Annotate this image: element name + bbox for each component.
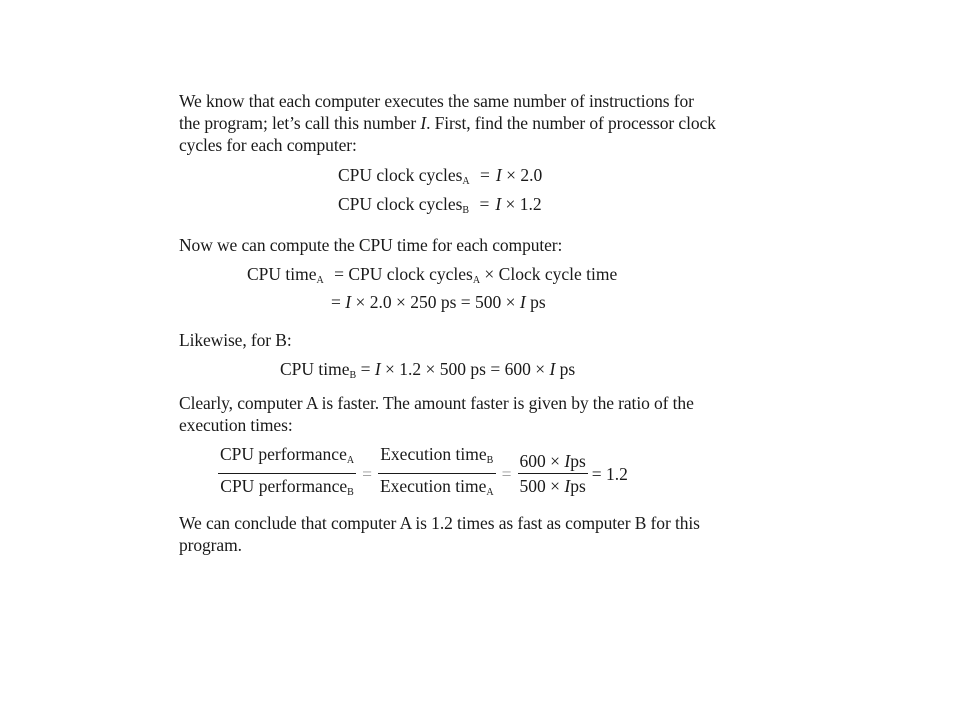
variable-i: I: [420, 113, 427, 133]
f1-num-text: CPU performance: [220, 444, 347, 464]
eq5-equals: =: [356, 359, 375, 379]
equation-cpu-time-b: [280, 358, 575, 387]
f1-den-sub: B: [347, 487, 354, 498]
intro-line-1: We know that each computer executes the same number of instructions for: [179, 91, 694, 111]
ratio-equals-1: =: [362, 463, 372, 484]
eq1-equals: =: [480, 165, 490, 185]
ratio-equals-2: =: [501, 463, 512, 484]
intro-line-3: cycles for each computer:: [179, 135, 357, 155]
f1-num-sub: A: [346, 455, 355, 466]
eq2-rhs: × 1.2: [501, 194, 542, 214]
f3-den-var: I: [564, 476, 571, 496]
eq2-lhs-sub: B: [462, 205, 470, 216]
fraction-performance-numerator: [218, 443, 356, 474]
fraction-performance: [218, 443, 356, 504]
equation-clock-cycles-b: [338, 193, 542, 222]
eq3-rhs: = CPU clock cycles: [334, 264, 473, 284]
fraction-numeric-numerator: [518, 450, 588, 474]
eq3-lhs: CPU time: [247, 264, 317, 284]
f3-num-text: 600 ×: [519, 451, 565, 471]
likewise-text: Likewise, for B:: [179, 330, 292, 350]
f1-den-text: CPU performance: [220, 476, 348, 496]
fraction-numeric-denominator: [518, 474, 588, 497]
intro-line-2-text: the program; let’s call this number: [179, 113, 421, 133]
f2-den-text: Execution time: [379, 476, 487, 496]
fraction-execution-denominator: [378, 474, 496, 504]
intro-paragraph: [179, 90, 759, 156]
fraction-numeric: [518, 450, 588, 497]
eq1-lhs-sub: A: [462, 176, 470, 187]
f2-num-text: Execution time: [380, 444, 487, 464]
conclusion-line-1: We can conclude that computer A is 1.2 times as fast as computer B for this: [179, 513, 700, 533]
cpu-time-intro: Now we can compute the CPU time for each computer:: [179, 235, 563, 255]
eq5-lhs: CPU time: [280, 359, 350, 379]
eq2-lhs: CPU clock cycles: [338, 194, 463, 214]
clearly-paragraph: [179, 392, 759, 436]
conclusion-paragraph: [179, 512, 759, 556]
eq5-var2: I: [549, 359, 556, 379]
eq2-equals: =: [479, 194, 490, 214]
eq5-var: I: [374, 359, 381, 379]
conclusion-line-2: program.: [179, 535, 242, 555]
ratio-result: = 1.2: [591, 463, 628, 484]
fraction-execution-time: [378, 443, 496, 504]
clearly-line-2: execution times:: [179, 415, 293, 435]
fraction-performance-denominator: [218, 474, 356, 504]
f3-den-unit: ps: [570, 476, 586, 496]
equation-clock-cycles-a: [338, 164, 542, 193]
eq4-mid: × 2.0 × 250 ps = 500 ×: [351, 292, 520, 312]
f3-den-text: 500 ×: [519, 476, 565, 496]
eq2-var: I: [495, 194, 502, 214]
equation-cpu-time-a-value: [331, 291, 546, 313]
eq4-var2: I: [519, 292, 526, 312]
eq3-lhs-sub: A: [316, 275, 324, 286]
fraction-execution-numerator: [378, 443, 496, 474]
eq1-lhs: CPU clock cycles: [338, 165, 463, 185]
f2-num-sub: B: [486, 455, 494, 466]
f3-num-unit: ps: [570, 451, 586, 471]
f2-den-sub: A: [486, 487, 494, 498]
eq4-var: I: [345, 292, 352, 312]
intro-line-2: [179, 112, 759, 134]
eq3-rhs-sub: A: [472, 275, 481, 286]
f3-num-var: I: [564, 451, 571, 471]
eq1-var: I: [495, 165, 502, 185]
equation-performance-ratio: [218, 443, 628, 504]
eq1-rhs: × 2.0: [501, 165, 543, 185]
eq3-rhs-end: × Clock cycle time: [480, 264, 618, 284]
eq4-equals: =: [331, 292, 346, 312]
eq4-unit: ps: [525, 292, 546, 312]
intro-line-2-text-end: . First, find the number of processor clock: [426, 113, 716, 133]
equation-cpu-time-a: [247, 263, 617, 292]
eq5-unit: ps: [555, 359, 576, 379]
eq5-mid: × 1.2 × 500 ps = 600 ×: [380, 359, 550, 379]
clearly-line-1: Clearly, computer A is faster. The amount faster is given by the ratio of the: [179, 393, 694, 413]
eq5-lhs-sub: B: [349, 370, 357, 381]
